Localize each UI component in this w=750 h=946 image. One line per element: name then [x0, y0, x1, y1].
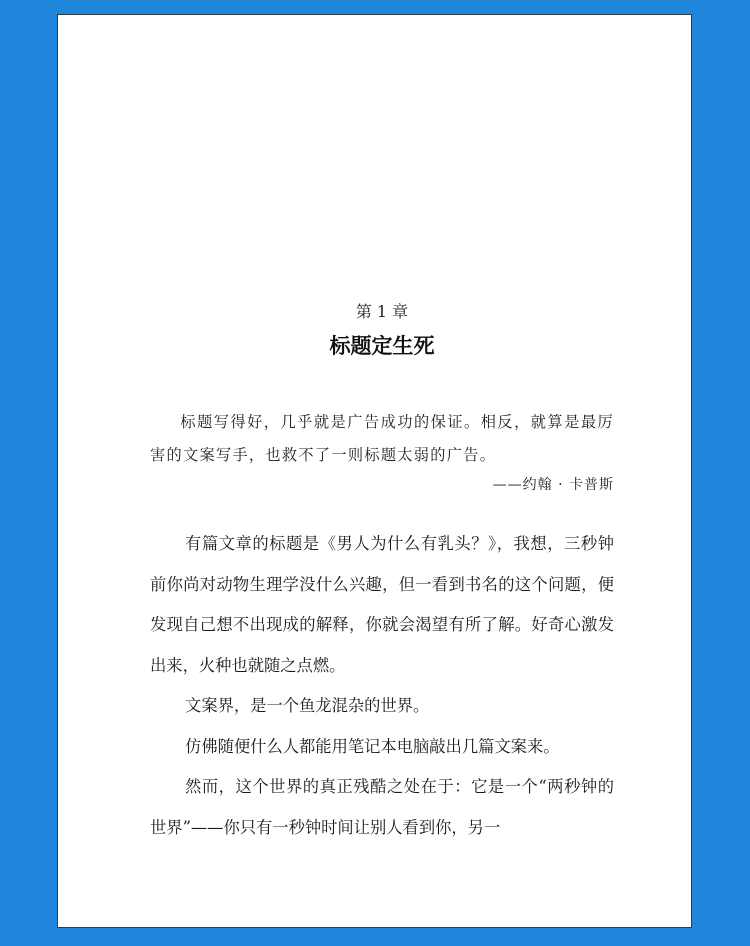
book-page [57, 14, 692, 928]
epigraph-quote: 标题写得好，几乎就是广告成功的保证。相反，就算是最厉害的文案写手，也救不了一则标题太弱的广告。 [150, 413, 614, 464]
paragraph: 然而，这个世界的真正残酷之处在于：它是一个“两秒钟的世界”——你只有一秒钟时间让别人看到你，另一 [150, 777, 614, 837]
paragraph: 文案界，是一个鱼龙混杂的世界。 [185, 696, 430, 715]
epigraph-attribution: ——约翰 · 卡普斯 [492, 477, 614, 493]
body-text [150, 524, 614, 848]
paragraph: 有篇文章的标题是《男人为什么有乳头？》，我想，三秒钟前你尚对动物生理学没什么兴趣，但一看到书名的这个问题，便发现自己想不出现成的解释，你就会渴望有所了解。好奇心激发出来，火种也就随之点燃。 [150, 534, 614, 675]
page-content [150, 298, 614, 848]
paragraph: 仿佛随便什么人都能用笔记本电脑敲出几篇文案来。 [185, 736, 560, 756]
chapter-title: 标题定生死 [329, 333, 435, 358]
chapter-number: 第 1 章 [355, 302, 409, 321]
